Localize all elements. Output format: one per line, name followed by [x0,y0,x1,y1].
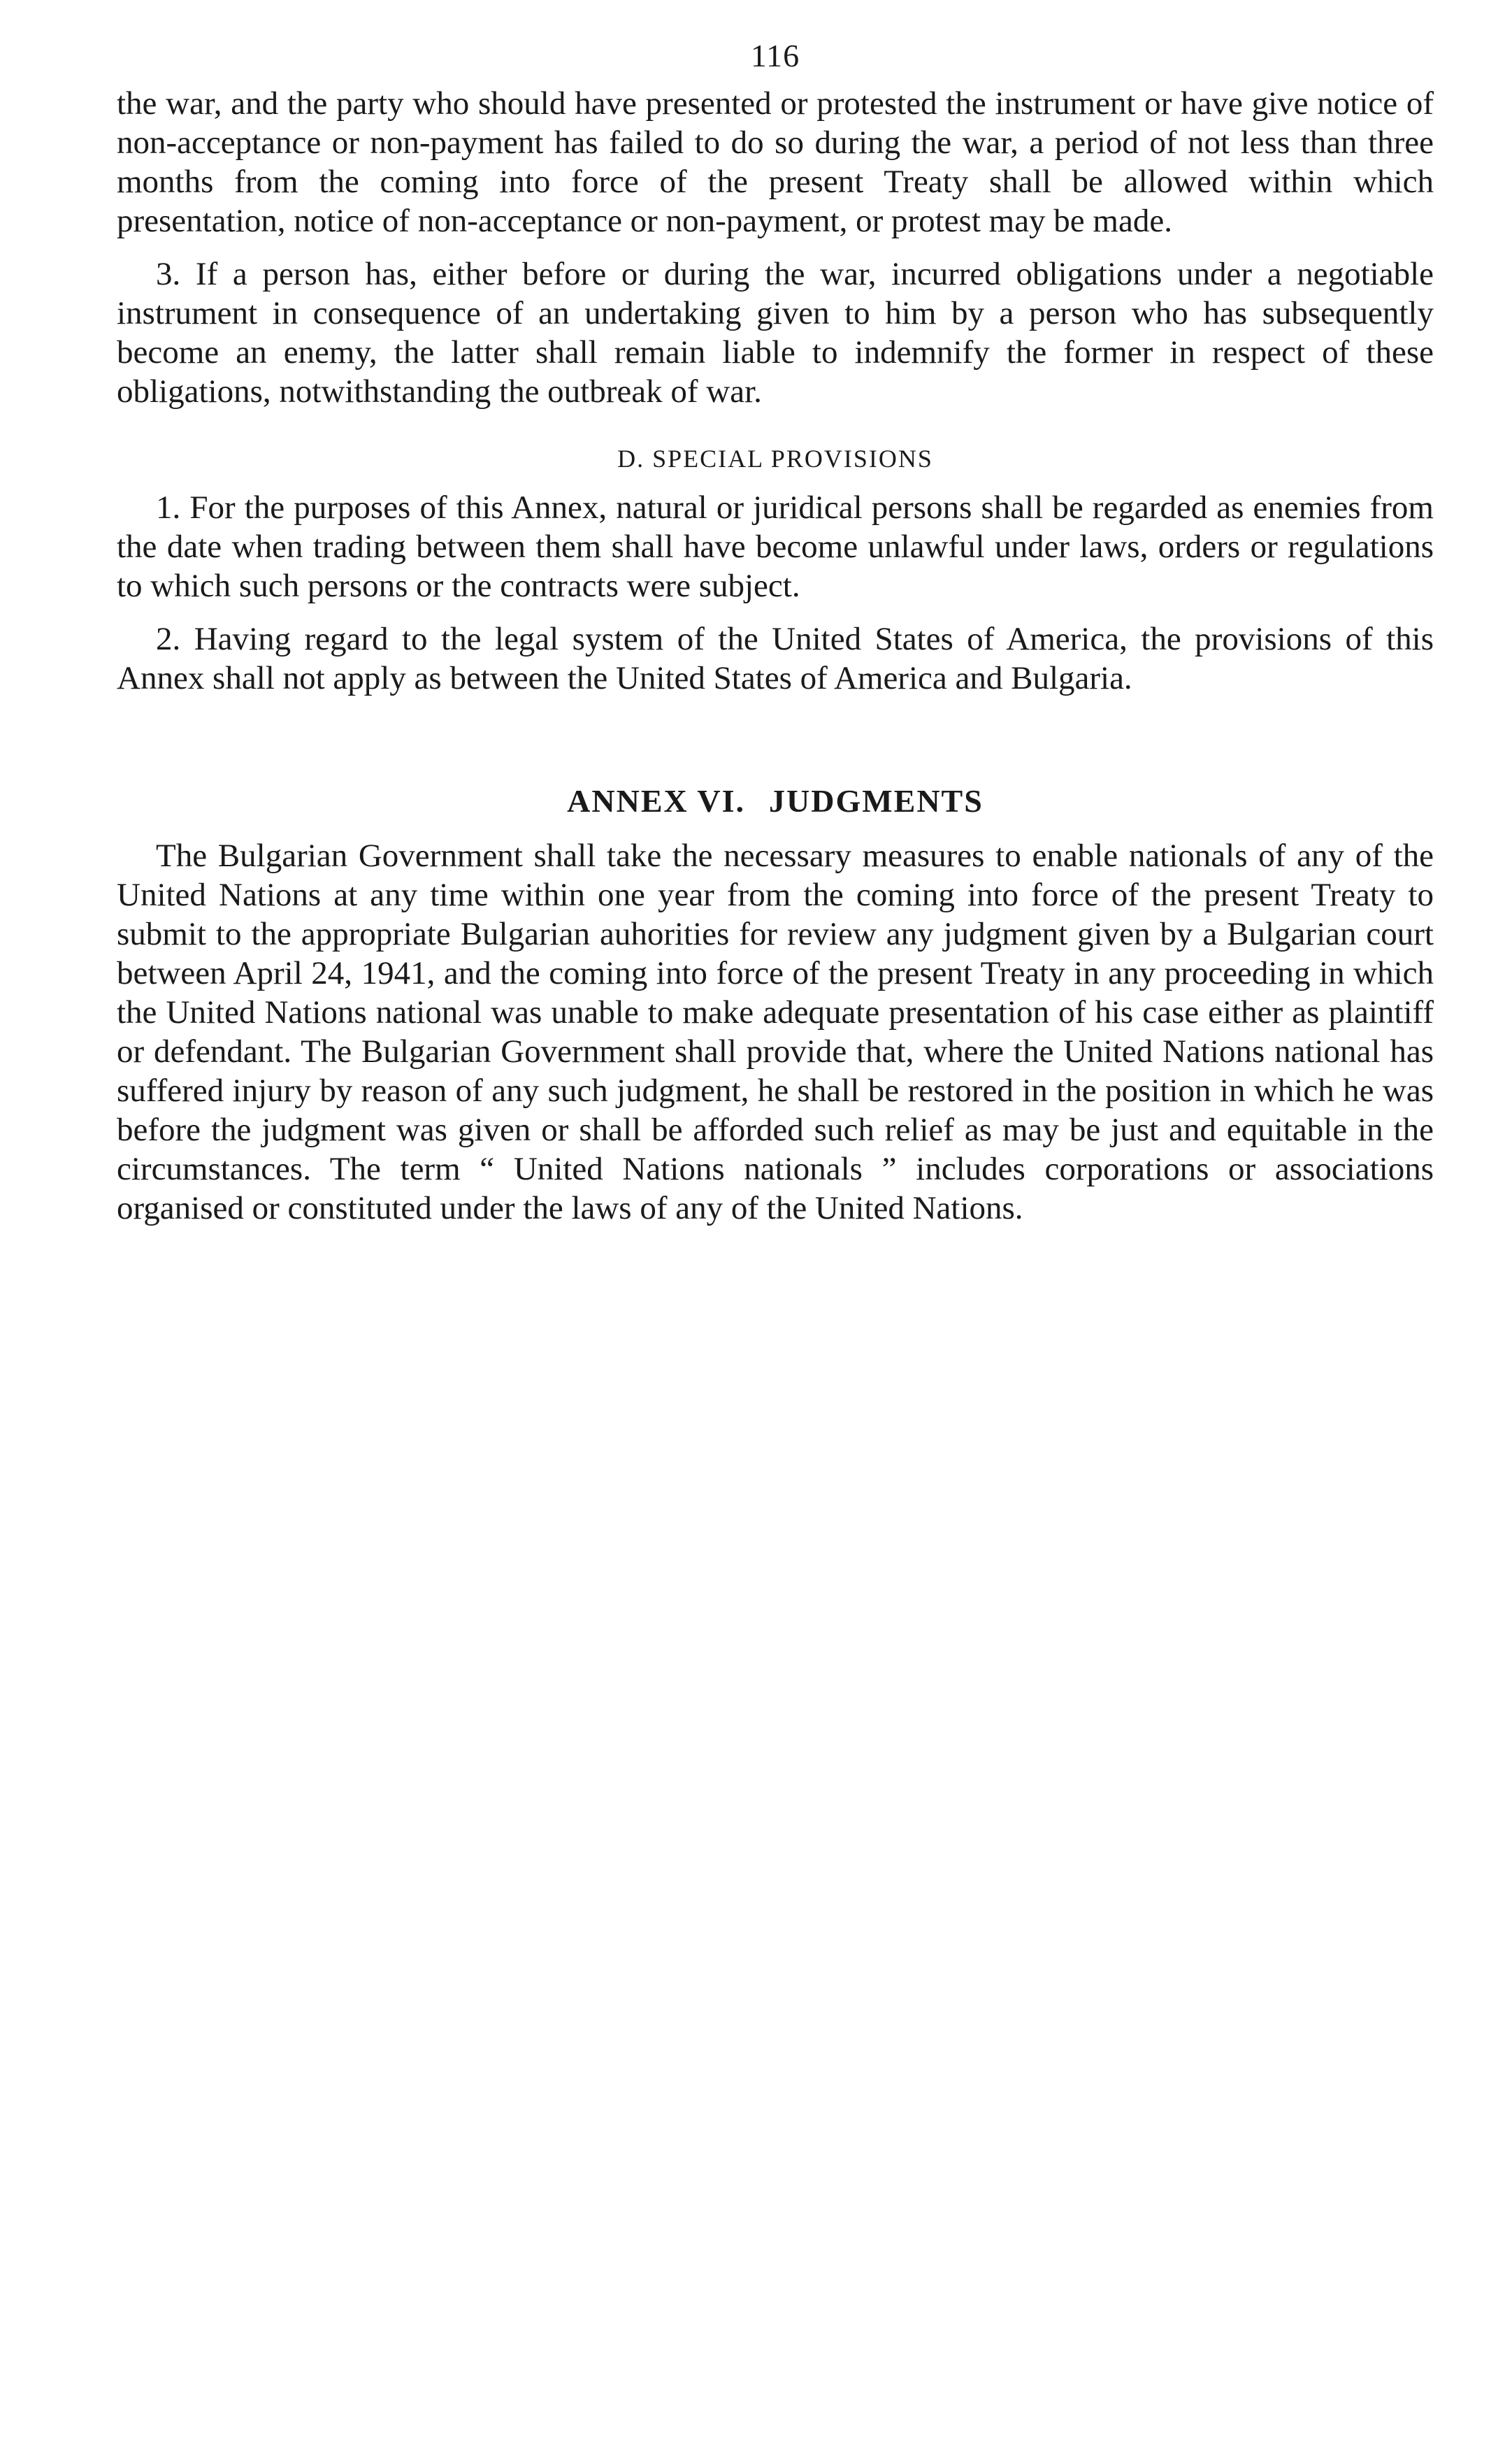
annex-vi-number: ANNEX VI. [567,783,746,819]
annex-vi-title: JUDGMENTS [769,783,984,819]
paragraph-3: 3. If a person has, either before or during the war, incurred obligations under a negotiable instrument in consequence of an undertaking given to him by a person who has subsequently become an enemy, the latter shall remain liable to indemnify the former in respect of these obligations, notwithstanding the outbreak of war. [117,256,1434,410]
page-number: 116 [750,38,800,73]
annex-vi-paragraph: The Bulgarian Government shall take the necessary measures to enable nationals of any of the United Nations at any time within one year from the coming into force of the present Treaty to submit to the appropriate Bulgarian auhorities for review any judgment given by a Bulgarian court between April 24, 1941, and the coming into force of the present Treaty in any proceeding in which the United Nations national was unable to make adequate presentation of his case either as plaintiff or defendant. The Bulgarian Government shall provide that, where the United Nations national has suffered injury by reason of any such judgment, he shall be restored in the position in which he was before the judgment was given or shall be afforded such relief as may be just and equitable in the circumstances. The term “ United Nations nationals ” includes corporations or associations organised or constituted under the laws of any of the United Nations. [117,838,1434,1226]
annex-vi-heading [117,780,1434,822]
intro-paragraph: the war, and the party who should have presented or protested the instrument or have give notice of non-acceptance or non-payment has failed to do so during the war, a period of not less than three months from the coming into force of the present Treaty shall be allowed within which presentation, notice of non-acceptance or non-payment, or protest may be made. [117,85,1434,239]
section-d-heading: D. SPECIAL PROVISIONS [617,445,933,473]
document-page [117,28,1434,1228]
section-d-paragraph-1: 1. For the purposes of this Annex, natural or juridical persons shall be regarded as enemies from the date when trading between them shall have become unlawful under laws, orders or regulations to which such persons or the contracts were subject. [117,489,1434,604]
section-d-paragraph-2: 2. Having regard to the legal system of the United States of America, the provisions of this Annex shall not apply as between the United States of America and Bulgaria. [117,621,1434,696]
